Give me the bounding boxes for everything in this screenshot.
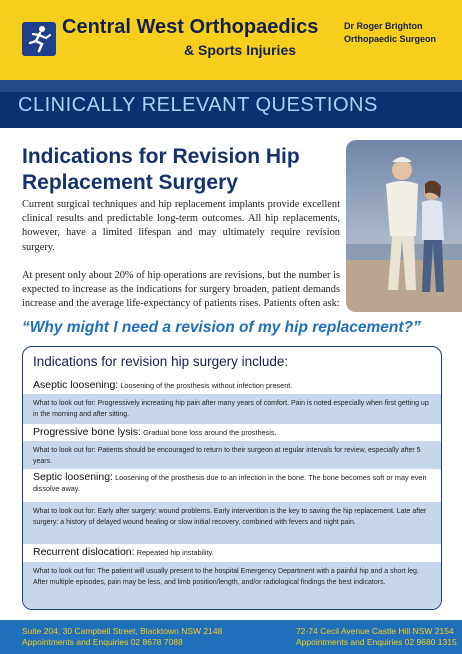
banner-title: CLINICALLY RELEVANT QUESTIONS xyxy=(18,94,378,116)
indication-name: Recurrent dislocation: xyxy=(33,546,135,558)
indication-desc: Gradual bone loss around the prosthesis. xyxy=(143,428,277,437)
indication-desc: Repeated hip instability. xyxy=(136,548,214,557)
phone-castle-hill: Appointments and Enquiries 02 9680 1315 xyxy=(296,637,457,647)
watch-prefix: What to look out for: xyxy=(33,447,96,454)
brand-subtitle: & Sports Injuries xyxy=(184,42,297,58)
footer-castle-hill xyxy=(296,626,457,648)
doctor-title: Orthopaedic Surgeon xyxy=(344,34,437,44)
footer-blacktown xyxy=(22,626,222,648)
indication-row xyxy=(23,424,441,441)
watch-text: Early after surgery: wound problems. Early intervention is the key to saving the hip replacement. Late after surgery: a history of delayed wound healing or slow initial recovery, combined with fevers and night pain. xyxy=(33,508,427,526)
indication-desc: Loosening of the prosthesis without infection present. xyxy=(120,381,293,390)
indications-box xyxy=(22,346,442,610)
watch-prefix: What to look out for: xyxy=(33,568,96,575)
indication-row xyxy=(23,469,441,502)
watch-prefix: What to look out for: xyxy=(33,400,96,407)
watch-text: The patient will usually present to the hospital Emergency Department with a painful hip and a short leg. After multiple episodes, pain may be less, and limb position/length, and/or radiological findings the best indicators. xyxy=(33,568,419,586)
banner-highlight xyxy=(0,80,462,92)
watch-row xyxy=(23,502,441,544)
phone-blacktown: Appointments and Enquiries 02 8678 7088 xyxy=(22,637,183,647)
watch-row xyxy=(23,441,441,469)
indication-row xyxy=(23,544,441,562)
watch-row xyxy=(23,562,441,609)
indication-name: Septic loosening: xyxy=(33,471,113,483)
doctor-credit xyxy=(344,20,436,46)
watch-text: Patients should be encouraged to return to their surgeon at regular intervals for review, especially after 5 years. xyxy=(33,447,421,465)
couple-photo xyxy=(346,140,462,312)
title-line-1: Indications for Revision Hip xyxy=(22,145,300,168)
watch-text: Progressively increasing hip pain after many years of comfort. Pain is noted especially when first getting up in the morning and after sitting. xyxy=(33,400,429,418)
page-title xyxy=(22,144,342,196)
intro-paragraph-1: Current surgical techniques and hip replacement implants provide excellent clinical results and predictable long-term outcomes. All hip replacements, however, have a limited lifespan and may ultimately require revision surgery. xyxy=(22,199,340,253)
address-castle-hill: 72-74 Cecil Avenue Castle Hill NSW 2154 xyxy=(296,626,454,636)
brand-name: Central West Orthopaedics xyxy=(62,16,319,38)
indication-name: Progressive bone lysis: xyxy=(33,426,141,438)
highlight-question: “Why might I need a revision of my hip replacement?” xyxy=(22,319,421,336)
indication-row xyxy=(23,377,441,394)
address-blacktown: Suite 204, 30 Campbell Street, Blacktown NSW 2148 xyxy=(22,626,223,636)
doctor-name: Dr Roger Brighton xyxy=(344,21,423,31)
intro-paragraph-2: At present only about 20% of hip operations are revisions, but the number is expected to increase as the indications for surgery broaden, patient demands increase and the average life-expectancy of patients rises. Patients often ask: xyxy=(22,270,340,310)
watch-prefix: What to look out for: xyxy=(33,508,96,515)
indications-heading: Indications for revision hip surgery include: xyxy=(33,354,289,369)
title-line-2: Replacement Surgery xyxy=(22,171,238,194)
indication-name: Aseptic loosening: xyxy=(33,379,119,391)
indication-desc: Loosening of the prosthesis due to an infection in the bone. The bone becomes soft or may even dissolve away. xyxy=(33,473,427,493)
watch-row xyxy=(23,394,441,424)
running-figure-icon xyxy=(22,22,56,56)
